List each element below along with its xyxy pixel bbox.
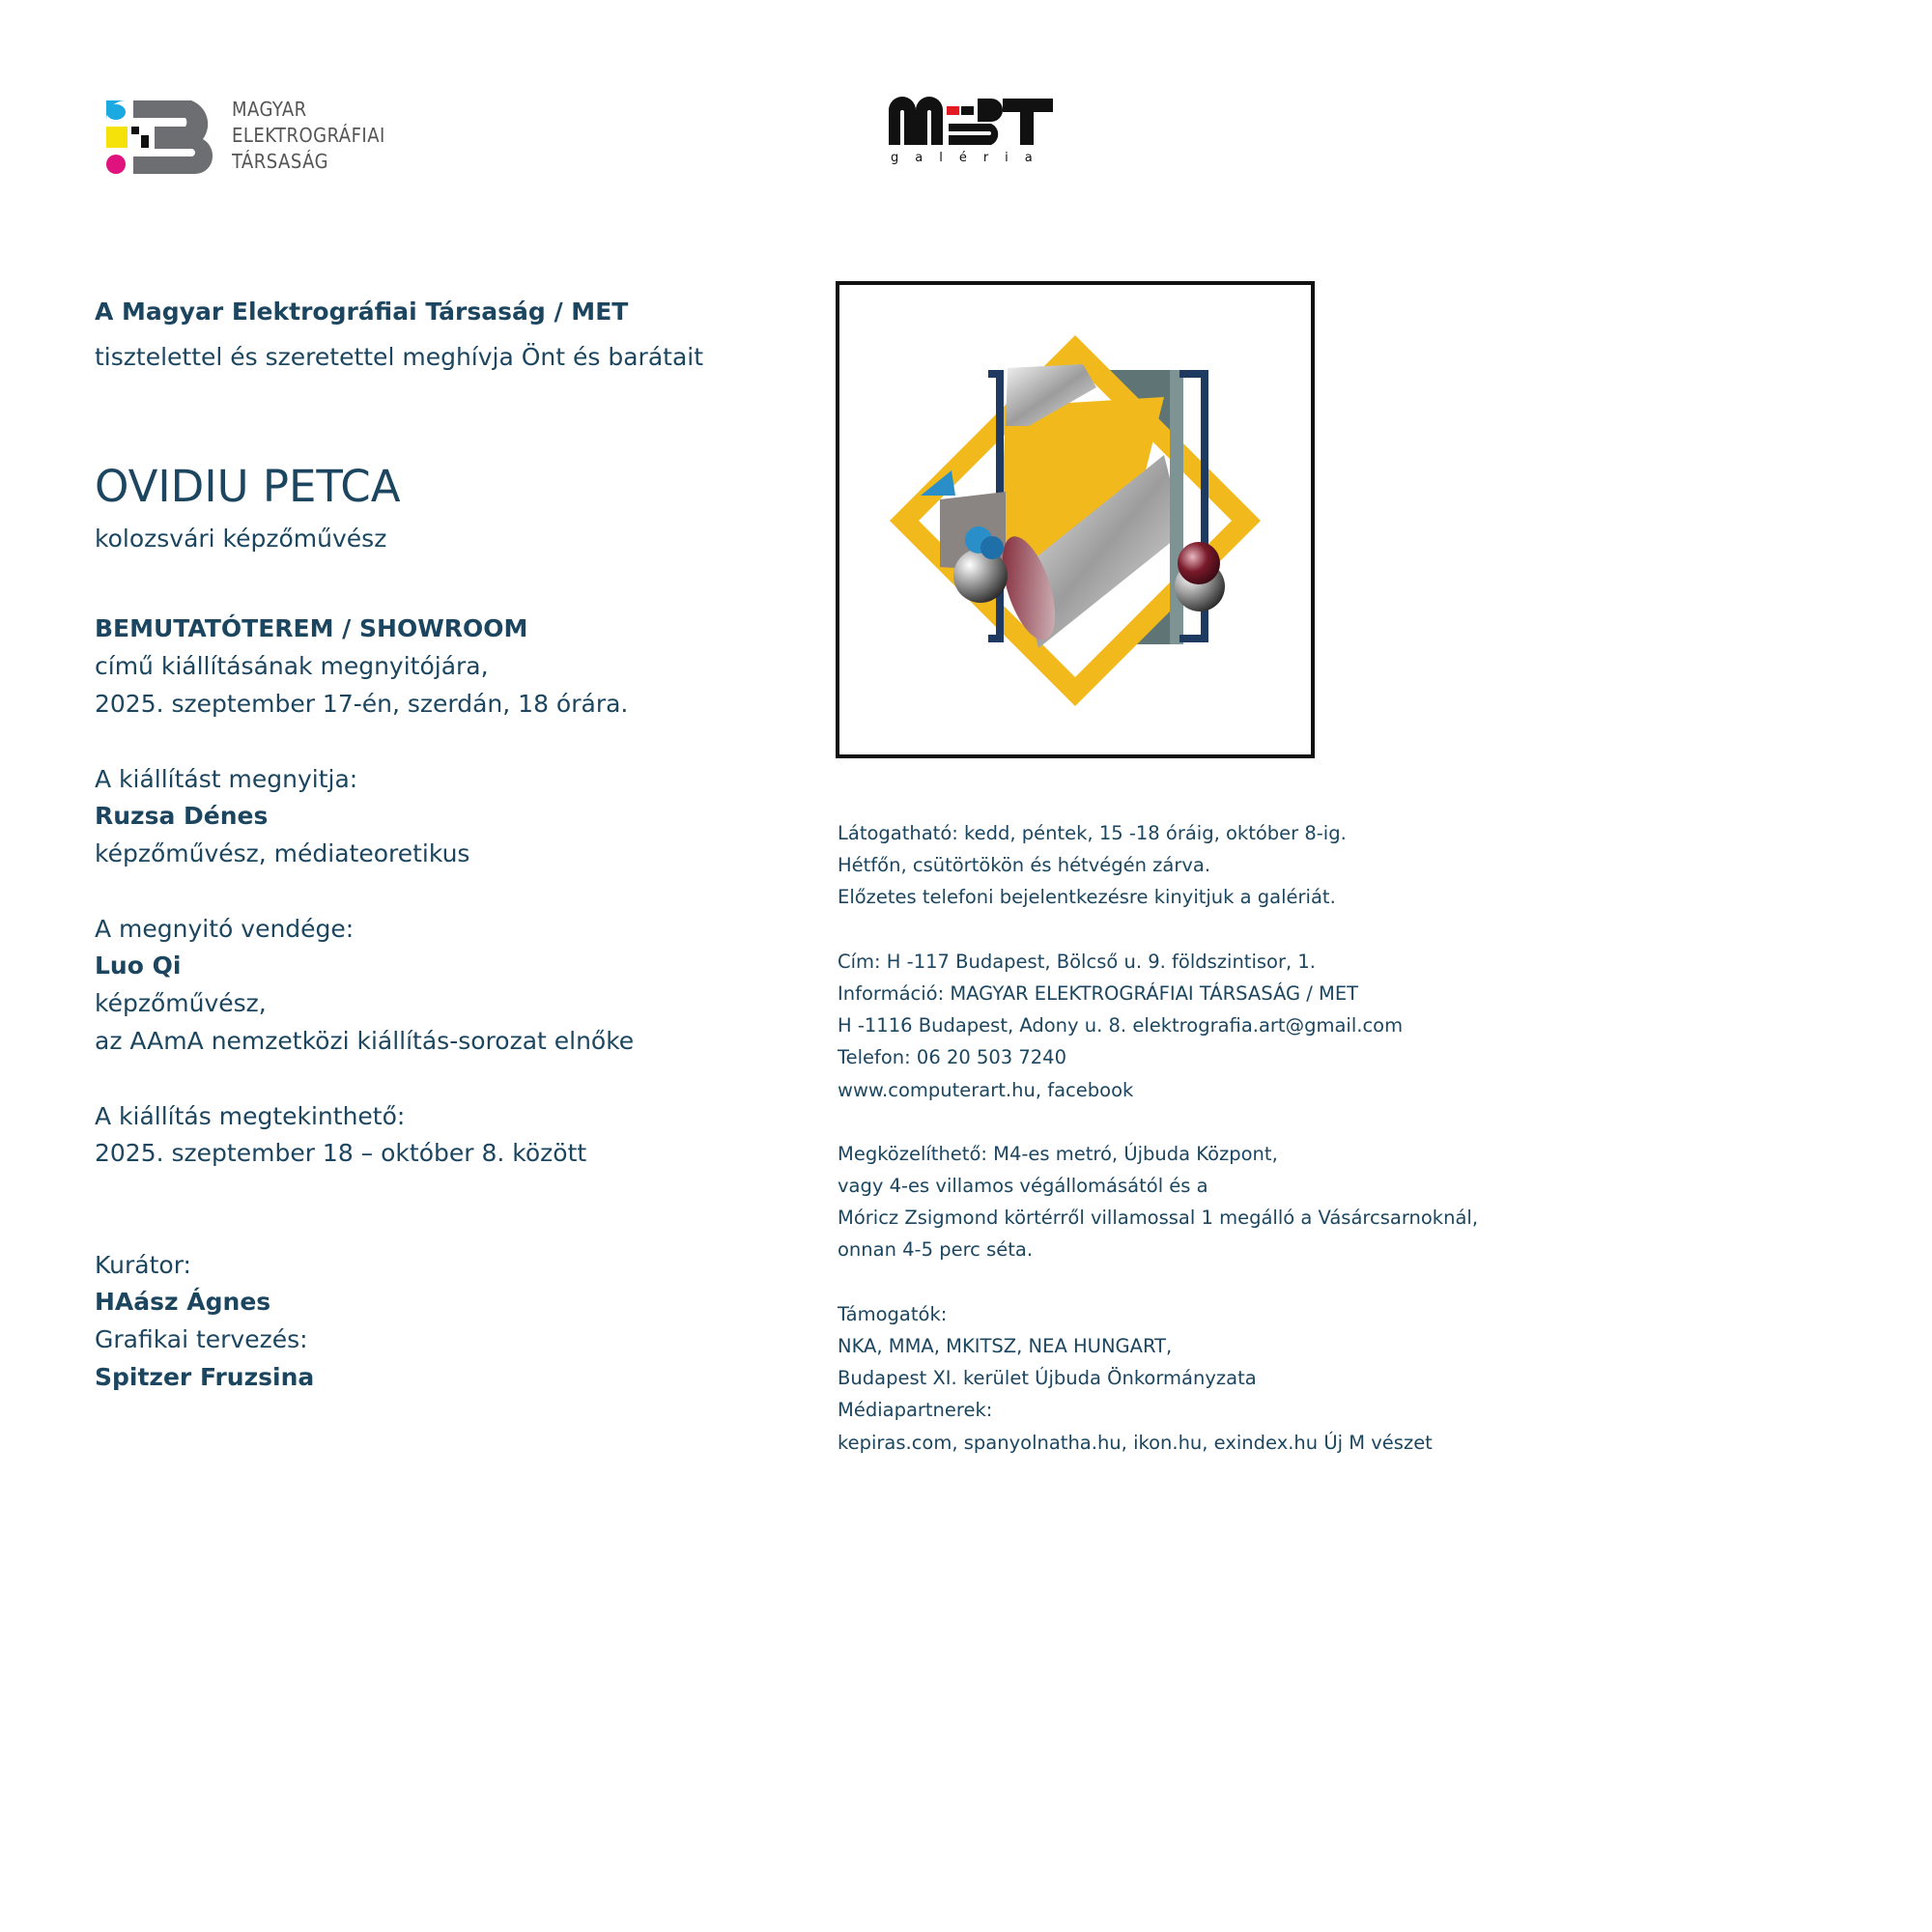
- access-line-3: Móricz Zsigmond körtérről villamossal 1 megálló a Vásárcsarnoknál,: [838, 1207, 1479, 1229]
- artwork-image: [836, 281, 1315, 758]
- artwork-blue-sphere-2: [980, 536, 1004, 559]
- artwork-grey-sphere: [953, 549, 1008, 603]
- supporters-line-2: Budapest XI. kerület Újbuda Önkormányzata: [838, 1367, 1257, 1389]
- viewable-dates: 2025. szeptember 18 – október 8. között: [95, 1139, 587, 1167]
- organizer-line: A Magyar Elektrográfiai Társaság / MET: [95, 298, 629, 326]
- met-society-logo-mark: [106, 100, 217, 174]
- opener-description: képzőművész, médiateoretikus: [95, 839, 470, 867]
- met-society-logo-text: [232, 97, 385, 175]
- opening-line-1: című kiállításának megnyitójára,: [95, 652, 489, 680]
- media-partners-label: Médiapartnerek:: [838, 1399, 993, 1421]
- artwork-graphic: [836, 281, 1315, 758]
- artist-description: kolozsvári képzőművész: [95, 525, 387, 553]
- logo-magenta-bar: [106, 155, 126, 174]
- guest-label: A megnyitó vendége:: [95, 915, 355, 943]
- guest-description-2: az AAmA nemzetközi kiállítás-sorozat elnőke: [95, 1027, 635, 1055]
- media-partners-list: kepiras.com, spanyolnatha.hu, ikon.hu, exindex.hu Új M vészet: [838, 1432, 1433, 1454]
- logo-yellow-square: [106, 127, 128, 148]
- met-gallery-logo: [889, 97, 1055, 151]
- supporters-line-1: NKA, MMA, MKITSZ, NEA HUNGART,: [838, 1335, 1173, 1357]
- opening-line-2: 2025. szeptember 17-én, szerdán, 18 órára.: [95, 690, 629, 718]
- phone-line: Telefon: 06 20 503 7240: [838, 1046, 1066, 1068]
- met-gallery-wordmark: [889, 97, 1055, 147]
- opener-label: A kiállítást megnyitja:: [95, 765, 358, 793]
- logo-text-line-3: TÁRSASÁG: [232, 150, 329, 173]
- designer-name: Spitzer Fruzsina: [95, 1363, 315, 1391]
- access-line-4: onnan 4-5 perc séta.: [838, 1238, 1034, 1261]
- logo-cyan-bar: [106, 104, 126, 120]
- supporters-label: Támogatók:: [838, 1303, 948, 1325]
- met-gallery-subtitle: galéria: [891, 151, 1049, 165]
- met-society-logo: [106, 100, 217, 174]
- logo-text-line-2: ELEKTROGRÁFIAI: [232, 124, 385, 147]
- exhibition-title: BEMUTATÓTEREM / SHOWROOM: [95, 614, 528, 642]
- artwork-maroon-sphere: [1178, 542, 1220, 584]
- invite-line: tisztelettel és szeretettel meghívja Önt és barátait: [95, 343, 704, 371]
- information-line: Információ: MAGYAR ELEKTROGRÁFIAI TÁRSASÁG / MET: [838, 982, 1359, 1005]
- logo-black-dot-1: [131, 127, 139, 134]
- info-address-line: H -1116 Budapest, Adony u. 8. elektrografia.art@gmail.com: [838, 1014, 1404, 1037]
- artist-name: OVIDIU PETCA: [95, 461, 401, 512]
- curator-label: Kurátor:: [95, 1251, 191, 1279]
- access-line-1: Megközelíthető: M4-es metró, Újbuda Központ,: [838, 1143, 1278, 1165]
- web-line: www.computerart.hu, facebook: [838, 1079, 1134, 1101]
- design-label: Grafikai tervezés:: [95, 1325, 308, 1353]
- address-line: Cím: H -117 Budapest, Bölcső u. 9. földszintisor, 1.: [838, 951, 1316, 973]
- hours-line-3: Előzetes telefoni bejelentkezésre kinyitjuk a galériát.: [838, 886, 1336, 908]
- viewable-label: A kiállítás megtekinthető:: [95, 1102, 406, 1130]
- opener-name: Ruzsa Dénes: [95, 802, 269, 830]
- guest-name: Luo Qi: [95, 952, 182, 980]
- logo-black-dot-2: [141, 135, 149, 148]
- access-line-2: vagy 4-es villamos végállomásától és a: [838, 1175, 1208, 1197]
- curator-name: HAász Ágnes: [95, 1288, 271, 1316]
- logo-text-line-1: MAGYAR: [232, 98, 307, 121]
- hours-line-1: Látogatható: kedd, péntek, 15 -18 óráig, október 8-ig.: [838, 822, 1347, 844]
- guest-description-1: képzőművész,: [95, 989, 267, 1017]
- hours-line-2: Hétfőn, csütörtökön és hétvégén zárva.: [838, 854, 1211, 876]
